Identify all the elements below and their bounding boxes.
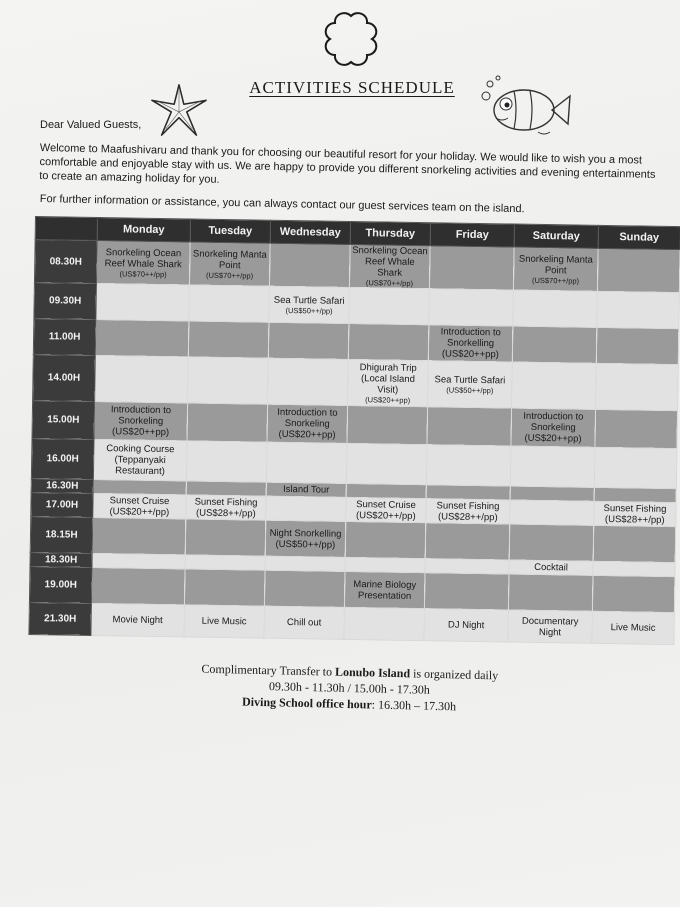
transfer-times: 09.30h - 11.30h / 15.00h - 17.30h <box>268 679 431 697</box>
activity-price <box>186 587 263 588</box>
activity-price <box>94 560 184 561</box>
transfer-island: Lonubo Island <box>334 664 411 681</box>
starfish-icon <box>150 82 208 138</box>
activity-price <box>348 463 425 464</box>
activity-cell <box>264 606 344 639</box>
day-header: Saturday <box>514 224 598 248</box>
activity-name: Introduction to Snorkeling (US$20++pp) <box>523 410 584 445</box>
activity-cell <box>345 521 426 558</box>
activity-name: Marine Biology Presentation <box>353 578 417 602</box>
activity-name: Cocktail <box>534 561 569 574</box>
activity-cell <box>596 363 679 410</box>
flower-logo-icon <box>322 10 380 68</box>
activity-name: Snorkeling Ocean Reef Whale Shark <box>352 244 428 279</box>
activity-cell <box>426 485 510 500</box>
activity-cell <box>185 555 265 570</box>
activity-name: DJ Night <box>447 619 485 632</box>
time-slot-label: 08.30H <box>34 240 97 284</box>
activity-price <box>187 537 264 538</box>
activity-price: (US$20++pp) <box>365 394 411 405</box>
activity-name: Dhigurah Trip (Local Island Visit) <box>359 361 417 396</box>
activity-price: (US$70++/pp) <box>205 270 254 280</box>
activity-cell <box>95 319 189 356</box>
activity-cell <box>94 401 188 440</box>
activity-cell <box>95 355 189 402</box>
activity-cell <box>348 359 429 406</box>
activity-price <box>426 591 507 592</box>
diving-label: Diving School office hour <box>241 694 372 712</box>
activity-price <box>270 340 347 341</box>
activity-cell <box>184 569 265 606</box>
footer-info <box>149 659 550 716</box>
activity-price: (US$50++/pp) <box>446 384 494 395</box>
activity-cell <box>429 289 514 326</box>
contact-paragraph: For further information or assistance, you can always contact our guest services team on the island. <box>39 193 525 216</box>
activity-cell <box>596 327 679 364</box>
activity-name: Documentary Night <box>521 615 579 638</box>
activity-cell <box>427 407 512 446</box>
activity-name: Live Music <box>610 622 656 634</box>
activity-name: Snorkeling Ocean Reef Whale Shark <box>104 246 182 270</box>
activity-price <box>599 309 678 310</box>
activity-cell <box>344 571 425 608</box>
activity-cell <box>268 322 349 359</box>
day-header: Tuesday <box>190 219 270 243</box>
activity-price <box>349 424 426 425</box>
activity-cell <box>185 519 266 556</box>
time-slot-label: 15.00H <box>32 400 95 439</box>
time-slot-label: 18.15H <box>30 516 93 553</box>
activity-cell <box>426 499 510 524</box>
activity-price <box>189 380 266 381</box>
activity-price <box>431 307 512 308</box>
activity-cell <box>425 559 509 574</box>
time-slot-label: 16.00H <box>31 438 94 479</box>
activity-cell <box>92 517 186 554</box>
activity-cell <box>513 290 598 327</box>
activity-cell <box>266 496 346 521</box>
activity-name: Sunset Cruise (US$20++/pp) <box>109 494 170 518</box>
activity-cell <box>508 574 593 611</box>
activity-name: Sunset Cruise (US$20++/pp) <box>355 498 416 522</box>
activity-cell <box>594 487 676 502</box>
activity-cell <box>349 244 430 288</box>
activity-price: (US$70++/pp) <box>119 268 167 279</box>
activity-cell <box>346 443 427 484</box>
activity-name: Snorkeling Manta Point <box>192 247 267 271</box>
activity-price <box>511 542 592 543</box>
activity-cell <box>347 405 428 444</box>
activity-name: Introduction to Snorkeling (US$20++pp) <box>277 406 338 441</box>
activity-price <box>510 592 591 593</box>
activity-cell <box>186 495 266 520</box>
activity-cell <box>510 486 594 501</box>
activity-cell <box>269 286 350 323</box>
activity-cell <box>186 441 267 482</box>
activity-cell <box>187 403 268 442</box>
activity-price <box>191 303 268 304</box>
activity-cell <box>510 500 594 525</box>
activity-cell <box>268 358 349 405</box>
intro-paragraph: Welcome to Maafushivaru and thank you for choosing our beautiful resort for your holiday. We would like to wish you a most comfortable and enjoyable stay with us. We are happy to provide you different snorkeling activities and evening entertainments to create an amazing holiday for you. <box>39 141 656 186</box>
day-header: Wednesday <box>270 220 350 244</box>
activity-name: Island Tour <box>282 483 330 496</box>
activity-cell <box>93 493 186 518</box>
activity-price <box>512 466 593 467</box>
time-slot-label: 21.30H <box>29 602 91 635</box>
activity-name: Chill out <box>286 617 322 629</box>
activity-name: Sea Turtle Safari <box>273 294 345 307</box>
activity-cell <box>594 501 676 526</box>
activity-cell <box>512 362 597 409</box>
activities-schedule-table <box>28 216 680 645</box>
activity-name: Snorkeling Manta Point <box>518 253 593 276</box>
activity-cell <box>426 445 511 486</box>
activity-price <box>97 337 187 338</box>
time-slot-label: 14.00H <box>33 354 96 401</box>
activity-cell <box>512 326 597 363</box>
time-slot-label: 18.30H <box>30 552 92 567</box>
activity-price <box>596 494 675 495</box>
activity-cell <box>428 325 513 362</box>
activity-price <box>428 492 509 493</box>
activity-price <box>595 543 674 544</box>
activity-cell <box>592 575 675 612</box>
activity-cell <box>91 603 184 636</box>
activity-cell <box>510 446 595 487</box>
activity-cell <box>93 479 186 494</box>
activity-cell <box>424 609 508 642</box>
activity-price <box>515 308 596 309</box>
activity-price <box>93 585 183 586</box>
activity-price: (US$70++/pp) <box>365 278 414 288</box>
activity-cell <box>345 557 425 572</box>
activity-name: Sunset Fishing (US$28++/pp) <box>436 499 500 523</box>
activity-price <box>346 623 423 624</box>
activity-name: Sunset Fishing (US$28++/pp) <box>603 502 667 526</box>
activity-cell <box>348 323 429 360</box>
activity-price <box>351 305 428 306</box>
activity-cell <box>267 404 348 443</box>
activity-name: Introduction to Snorkeling (US$20++pp) <box>110 404 172 439</box>
time-slot-label: 09.30H <box>34 282 97 319</box>
activity-cell <box>189 285 270 322</box>
activity-price <box>267 508 344 509</box>
day-header: Monday <box>97 217 190 241</box>
activity-cell <box>592 611 674 644</box>
activity-name: Cooking Course (Teppanyaki Restaurant) <box>106 443 175 478</box>
activity-cell <box>509 560 593 575</box>
activity-price <box>598 345 677 346</box>
activity-price <box>511 512 592 513</box>
activity-cell <box>595 409 678 448</box>
activity-price <box>94 535 184 536</box>
day-header: Friday <box>430 223 514 247</box>
activity-cell <box>594 447 677 488</box>
activity-price <box>427 541 508 542</box>
time-slot-label: 11.00H <box>33 318 96 355</box>
activity-cell <box>93 439 187 480</box>
activity-cell <box>424 573 509 610</box>
activity-cell <box>511 408 596 447</box>
activity-price <box>267 563 344 564</box>
activity-price <box>428 465 509 466</box>
activity-price <box>266 588 343 589</box>
activity-price <box>271 265 348 266</box>
fish-icon <box>478 74 572 140</box>
transfer-suffix: is organized daily <box>409 666 499 683</box>
activity-cell <box>266 442 347 483</box>
activity-price <box>190 339 267 340</box>
activity-price <box>514 344 595 345</box>
activity-name: Night Snorkelling (US$50++/pp) <box>269 527 342 551</box>
activity-name: Sea Turtle Safari <box>434 373 506 386</box>
activity-cell <box>264 570 345 607</box>
activity-cell <box>428 361 513 408</box>
activity-price <box>597 428 676 429</box>
time-slot-label: 17.00H <box>31 492 93 517</box>
time-slot-label: 16.30H <box>31 478 93 493</box>
activity-price <box>188 461 265 462</box>
activity-price <box>347 539 424 540</box>
transfer-prefix: Complimentary Transfer to <box>201 661 336 679</box>
activity-price <box>188 488 265 489</box>
activity-price <box>95 486 185 487</box>
activity-cell <box>269 243 350 287</box>
activity-price <box>269 381 346 382</box>
activity-price <box>427 566 508 567</box>
activity-cell <box>509 524 594 561</box>
activity-price <box>189 422 266 423</box>
activity-cell <box>188 321 269 358</box>
activity-cell <box>265 556 345 571</box>
activity-price <box>596 467 675 468</box>
activity-cell <box>92 553 185 568</box>
activity-price <box>96 378 186 379</box>
activity-cell <box>96 240 190 284</box>
activity-price <box>348 490 425 491</box>
activity-cell <box>597 248 680 292</box>
page-title: ACTIVITIES SCHEDULE <box>249 78 455 97</box>
activity-price <box>187 562 264 563</box>
activity-cell <box>184 605 264 638</box>
day-header: Thursday <box>350 221 430 245</box>
activity-cell <box>96 283 190 320</box>
activity-cell <box>593 525 676 562</box>
activity-cell <box>265 520 346 557</box>
activity-price <box>429 426 510 427</box>
activity-cell <box>189 242 270 286</box>
activity-cell <box>425 523 510 560</box>
activity-cell <box>349 287 430 324</box>
activity-cell <box>593 561 675 576</box>
activity-cell <box>597 291 680 328</box>
activity-cell <box>346 497 426 522</box>
activity-price <box>597 386 676 387</box>
greeting-text: Dear Valued Guests, <box>40 119 142 131</box>
activity-name: Movie Night <box>112 614 163 627</box>
activity-cell <box>346 483 426 498</box>
day-header: Sunday <box>598 225 680 249</box>
corner-cell <box>35 217 97 241</box>
activity-price <box>98 301 188 302</box>
time-slot-label: 19.00H <box>29 566 92 603</box>
activity-name: Live Music <box>201 615 247 628</box>
activity-cell <box>508 610 592 643</box>
activity-price <box>513 385 594 386</box>
activity-name: Introduction to Snorkelling (US$20++pp) <box>440 326 501 361</box>
activity-price <box>599 270 678 271</box>
activity-price <box>594 593 673 594</box>
activity-price <box>512 493 593 494</box>
activity-cell <box>188 357 269 404</box>
activity-price <box>595 568 674 569</box>
activity-cell <box>513 247 598 291</box>
activity-cell <box>91 567 185 604</box>
activity-name: Sunset Fishing (US$28++/pp) <box>194 496 258 520</box>
activity-cell <box>344 607 424 640</box>
activity-price <box>268 462 345 463</box>
diving-hours: : 16.30h – 17.30h <box>371 697 457 714</box>
activity-cell <box>186 481 266 496</box>
activity-price: (US$70++/pp) <box>531 275 580 286</box>
activity-cell <box>266 482 346 497</box>
activity-price <box>347 564 424 565</box>
activity-cell <box>429 246 514 290</box>
activity-price <box>350 341 427 342</box>
activity-price: (US$50++/pp) <box>285 305 333 316</box>
activity-price <box>431 267 512 268</box>
